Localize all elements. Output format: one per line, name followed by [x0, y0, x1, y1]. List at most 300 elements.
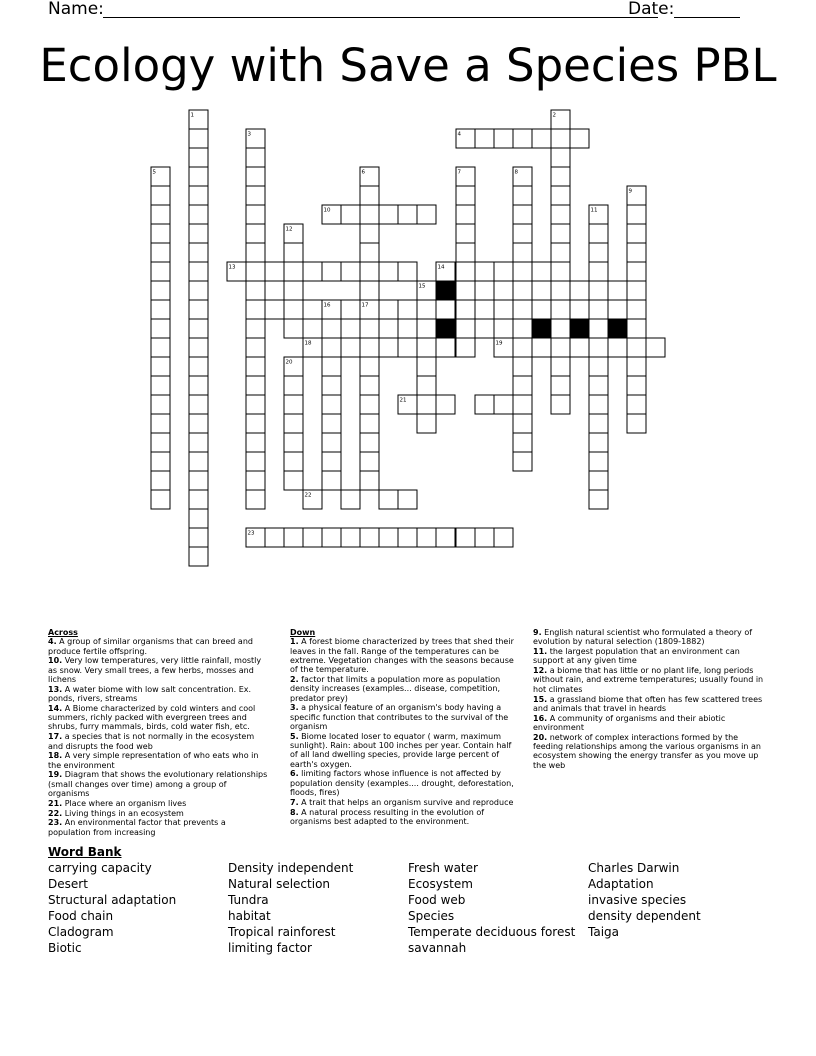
cell-number: 22	[304, 492, 312, 499]
grid-cell[interactable]	[456, 528, 475, 547]
clue	[290, 798, 515, 807]
grid-cell[interactable]	[513, 319, 532, 338]
grid-cell[interactable]	[246, 471, 265, 490]
grid-cell[interactable]	[341, 338, 360, 357]
grid-cell[interactable]	[189, 376, 208, 395]
page-title: Ecology with Save a Species PBL	[39, 39, 777, 92]
grid-cell[interactable]	[513, 376, 532, 395]
grid-cell[interactable]	[627, 243, 646, 262]
grid-cell[interactable]	[532, 281, 551, 300]
grid-cell[interactable]	[189, 471, 208, 490]
black-cell	[608, 319, 627, 338]
grid-cell[interactable]	[246, 395, 265, 414]
grid-cell[interactable]	[532, 129, 551, 148]
cell-number: 4	[457, 131, 461, 138]
grid-cell[interactable]	[284, 243, 303, 262]
grid-cell[interactable]	[360, 528, 379, 547]
grid-cell[interactable]	[322, 357, 341, 376]
grid-cell[interactable]	[494, 319, 513, 338]
grid-cell[interactable]	[570, 129, 589, 148]
grid-cell[interactable]	[360, 414, 379, 433]
grid-cell[interactable]	[246, 300, 265, 319]
grid-cell[interactable]	[284, 528, 303, 547]
grid-cell[interactable]	[151, 433, 170, 452]
grid-cell[interactable]	[284, 262, 303, 281]
grid-cell[interactable]	[284, 300, 303, 319]
word-bank-item: Adaptation	[588, 877, 654, 891]
grid-cell[interactable]	[551, 224, 570, 243]
grid-cell[interactable]	[417, 357, 436, 376]
cell-number: 17	[361, 302, 369, 309]
grid-cell[interactable]	[627, 224, 646, 243]
grid-cell[interactable]	[513, 338, 532, 357]
word-bank-item: Natural selection	[228, 877, 331, 891]
grid-cell[interactable]	[513, 433, 532, 452]
grid-cell[interactable]	[646, 338, 665, 357]
grid-cell[interactable]	[189, 547, 208, 566]
clue	[290, 637, 515, 674]
clue-text: Very low temperatures, very little rainfall, mostly as snow. Very small trees, a few herbs, mosses and lichens	[48, 656, 262, 684]
grid-cell[interactable]	[398, 300, 417, 319]
grid-cell[interactable]	[360, 338, 379, 357]
grid-cell[interactable]	[513, 357, 532, 376]
grid-cell[interactable]	[627, 205, 646, 224]
grid-cell[interactable]	[417, 319, 436, 338]
grid-cell[interactable]	[189, 167, 208, 186]
cell-number: 13	[228, 264, 236, 271]
clue	[48, 770, 270, 798]
clue-number: 21.	[48, 798, 63, 808]
grid-cell[interactable]	[551, 243, 570, 262]
grid-cell[interactable]	[398, 338, 417, 357]
clue-text: Living things in an ecosystem	[62, 808, 184, 818]
grid-cell[interactable]	[589, 414, 608, 433]
grid-cell[interactable]	[398, 205, 417, 224]
grid-cell[interactable]	[341, 490, 360, 509]
grid-cell[interactable]	[322, 414, 341, 433]
cell-number: 23	[247, 530, 255, 537]
word-bank-item: Biotic	[48, 941, 82, 955]
grid-cell[interactable]	[551, 357, 570, 376]
grid-cell[interactable]	[322, 528, 341, 547]
grid-cell[interactable]	[513, 205, 532, 224]
word-bank-item: Tundra	[228, 893, 269, 907]
clue-number: 1.	[290, 637, 299, 647]
grid-cell[interactable]	[589, 433, 608, 452]
grid-cell[interactable]	[627, 262, 646, 281]
clue-number: 6.	[290, 769, 299, 779]
grid-cell[interactable]	[417, 376, 436, 395]
grid-cell[interactable]	[189, 129, 208, 148]
grid-cell[interactable]	[417, 395, 436, 414]
grid-cell[interactable]	[284, 452, 303, 471]
grid-cell[interactable]	[627, 338, 646, 357]
grid-cell[interactable]	[360, 471, 379, 490]
grid-cell[interactable]	[436, 528, 455, 547]
clue-number: 18.	[48, 751, 63, 761]
grid-cell[interactable]	[151, 452, 170, 471]
grid-cell[interactable]	[379, 205, 398, 224]
grid-cell[interactable]	[322, 433, 341, 452]
grid-cell[interactable]	[246, 205, 265, 224]
clue-text: Biome located loser to equator ( warm, maximum sunlight). Rain: about 100 inches per year. Contain half of all land dwelling species, provide large percent of earth's oxygen.	[290, 731, 512, 769]
grid-cell[interactable]	[379, 262, 398, 281]
grid-cell[interactable]	[532, 262, 551, 281]
clue-number: 16.	[533, 713, 548, 723]
grid-cell[interactable]	[551, 376, 570, 395]
grid-cell[interactable]	[551, 167, 570, 186]
grid-cell[interactable]	[246, 338, 265, 357]
grid-cell[interactable]	[246, 433, 265, 452]
clue	[48, 809, 270, 818]
cell-number: 14	[437, 264, 445, 271]
clue	[533, 733, 765, 770]
grid-cell[interactable]	[513, 281, 532, 300]
grid-cell[interactable]	[608, 300, 627, 319]
clue-text: An environmental factor that prevents a population from increasing	[48, 818, 226, 837]
grid-cell[interactable]	[608, 338, 627, 357]
grid-cell[interactable]	[589, 262, 608, 281]
clue-number: 22.	[48, 808, 63, 818]
grid-cell[interactable]	[189, 433, 208, 452]
grid-cell[interactable]	[551, 395, 570, 414]
date-label: Date:	[628, 0, 675, 19]
grid-cell[interactable]	[551, 338, 570, 357]
grid-cell[interactable]	[456, 338, 475, 357]
across-clues	[48, 628, 270, 838]
grid-cell[interactable]	[627, 395, 646, 414]
clue-text: A forest biome characterized by trees that shed their leaves in the fall. Range of the temperatures can be extreme. Vegetation changes with the seasons because of the temperature.	[290, 637, 514, 675]
cell-number: 18	[304, 340, 312, 347]
grid-cell[interactable]	[284, 319, 303, 338]
grid-cell[interactable]	[189, 338, 208, 357]
grid-cell[interactable]	[189, 395, 208, 414]
grid-cell[interactable]	[589, 319, 608, 338]
grid-cell[interactable]	[589, 281, 608, 300]
grid-cell[interactable]	[456, 300, 475, 319]
grid-cell[interactable]	[589, 300, 608, 319]
grid-cell[interactable]	[284, 281, 303, 300]
grid-cell[interactable]	[532, 338, 551, 357]
grid-cell[interactable]	[151, 262, 170, 281]
grid-cell[interactable]	[551, 300, 570, 319]
grid-cell[interactable]	[265, 262, 284, 281]
grid-cell[interactable]	[322, 262, 341, 281]
grid-cell[interactable]	[417, 300, 436, 319]
grid-cell[interactable]	[398, 319, 417, 338]
grid-cell[interactable]	[589, 224, 608, 243]
grid-cell[interactable]	[246, 414, 265, 433]
grid-cell[interactable]	[589, 376, 608, 395]
cell-number: 6	[361, 169, 365, 176]
grid-cell[interactable]	[494, 395, 513, 414]
grid-cell[interactable]	[379, 338, 398, 357]
grid-cell[interactable]	[322, 471, 341, 490]
grid-cell[interactable]	[189, 319, 208, 338]
grid-cell[interactable]	[341, 319, 360, 338]
grid-cell[interactable]	[551, 205, 570, 224]
grid-cell[interactable]	[151, 414, 170, 433]
grid-cell[interactable]	[246, 224, 265, 243]
grid-cell[interactable]	[398, 490, 417, 509]
grid-cell[interactable]	[494, 129, 513, 148]
grid-cell[interactable]	[494, 262, 513, 281]
grid-cell[interactable]	[284, 471, 303, 490]
grid-cell[interactable]	[360, 433, 379, 452]
grid-cell[interactable]	[532, 300, 551, 319]
grid-cell[interactable]	[513, 243, 532, 262]
grid-cell[interactable]	[398, 528, 417, 547]
grid-cell[interactable]	[341, 205, 360, 224]
grid-cell[interactable]	[360, 224, 379, 243]
grid-cell[interactable]	[189, 262, 208, 281]
grid-cell[interactable]	[360, 262, 379, 281]
down-clues-continued	[533, 628, 765, 770]
grid-cell[interactable]	[341, 528, 360, 547]
grid-cell[interactable]	[246, 281, 265, 300]
clue-number: 13.	[48, 684, 63, 694]
grid-cell[interactable]	[436, 338, 455, 357]
grid-cell[interactable]	[246, 376, 265, 395]
grid-cell[interactable]	[303, 528, 322, 547]
grid-cell[interactable]	[475, 319, 494, 338]
grid-cell[interactable]	[246, 186, 265, 205]
grid-cell[interactable]	[265, 300, 284, 319]
grid-cell[interactable]	[570, 300, 589, 319]
grid-cell[interactable]	[360, 357, 379, 376]
grid-cell[interactable]	[265, 528, 284, 547]
grid-cell[interactable]	[341, 262, 360, 281]
clue-text: factor that limits a population more as population density increases (examples... disease, competition, predator prey)	[290, 674, 501, 703]
grid-cell[interactable]	[360, 395, 379, 414]
grid-cell[interactable]	[360, 243, 379, 262]
word-bank-item: limiting factor	[228, 941, 312, 955]
grid-cell[interactable]	[303, 300, 322, 319]
grid-cell[interactable]	[151, 243, 170, 262]
grid-cell[interactable]	[151, 490, 170, 509]
grid-cell[interactable]	[151, 357, 170, 376]
grid-cell[interactable]	[589, 243, 608, 262]
grid-cell[interactable]	[475, 262, 494, 281]
grid-cell[interactable]	[494, 300, 513, 319]
grid-cell[interactable]	[456, 186, 475, 205]
grid-cell[interactable]	[189, 452, 208, 471]
clue-text: A group of similar organisms that can breed and produce fertile offspring.	[48, 637, 253, 656]
clue-number: 11.	[533, 647, 548, 657]
grid-cell[interactable]	[436, 395, 455, 414]
grid-cell[interactable]	[551, 319, 570, 338]
word-bank-item: Tropical rainforest	[228, 925, 336, 939]
word-bank-item: savannah	[408, 941, 467, 955]
word-bank-item: invasive species	[588, 893, 687, 907]
grid-cell[interactable]	[627, 281, 646, 300]
grid-cell[interactable]	[589, 338, 608, 357]
grid-cell[interactable]	[246, 148, 265, 167]
clue-text: A natural process resulting in the evolution of organisms best adapted to the environment.	[290, 807, 485, 826]
grid-cell[interactable]	[379, 528, 398, 547]
grid-cell[interactable]	[475, 129, 494, 148]
grid-cell[interactable]	[513, 414, 532, 433]
grid-cell[interactable]	[456, 262, 475, 281]
grid-cell[interactable]	[341, 300, 360, 319]
grid-cell[interactable]	[322, 338, 341, 357]
grid-cell[interactable]	[456, 281, 475, 300]
grid-cell[interactable]	[475, 281, 494, 300]
grid-cell[interactable]	[303, 262, 322, 281]
grid-cell[interactable]	[475, 395, 494, 414]
grid-cell[interactable]	[360, 205, 379, 224]
grid-cell[interactable]	[513, 452, 532, 471]
clue-text: A water biome with low salt concentration. Ex. ponds, rivers, streams	[48, 684, 252, 704]
grid-cell[interactable]	[151, 395, 170, 414]
grid-cell[interactable]	[189, 300, 208, 319]
grid-cell[interactable]	[417, 338, 436, 357]
clue-number: 20.	[533, 732, 548, 742]
grid-cell[interactable]	[189, 509, 208, 528]
grid-cell[interactable]	[475, 300, 494, 319]
grid-cell[interactable]	[189, 243, 208, 262]
grid-cell[interactable]	[284, 433, 303, 452]
grid-cell[interactable]	[627, 319, 646, 338]
grid-cell[interactable]	[246, 357, 265, 376]
clue-text: the largest population that an environment can support at any given time	[533, 647, 740, 666]
clue-text: a physical feature of an organism's body having a specific function that contributes to the survival of the organism	[290, 703, 509, 731]
grid-cell[interactable]	[246, 490, 265, 509]
grid-cell[interactable]	[360, 376, 379, 395]
cell-number: 1	[190, 112, 194, 119]
grid-cell[interactable]	[360, 452, 379, 471]
grid-cell[interactable]	[627, 357, 646, 376]
grid-cell[interactable]	[551, 129, 570, 148]
grid-cell[interactable]	[151, 471, 170, 490]
clue-number: 14.	[48, 703, 63, 713]
grid-cell[interactable]	[151, 300, 170, 319]
grid-cell[interactable]	[551, 262, 570, 281]
grid-cell[interactable]	[189, 357, 208, 376]
grid-cell[interactable]	[456, 224, 475, 243]
grid-cell[interactable]	[589, 452, 608, 471]
grid-cell[interactable]	[151, 338, 170, 357]
grid-cell[interactable]	[627, 414, 646, 433]
grid-cell[interactable]	[551, 186, 570, 205]
grid-cell[interactable]	[246, 319, 265, 338]
grid-cell[interactable]	[398, 262, 417, 281]
clue	[290, 732, 515, 769]
grid-cell[interactable]	[608, 281, 627, 300]
grid-cell[interactable]	[494, 528, 513, 547]
grid-cell[interactable]	[360, 319, 379, 338]
grid-cell[interactable]	[456, 243, 475, 262]
grid-cell[interactable]	[513, 262, 532, 281]
word-bank-column-3	[408, 860, 586, 956]
grid-cell[interactable]	[513, 395, 532, 414]
cell-number: 5	[152, 169, 156, 176]
grid-cell[interactable]	[151, 281, 170, 300]
grid-cell[interactable]	[189, 528, 208, 547]
grid-cell[interactable]	[151, 376, 170, 395]
grid-cell[interactable]	[417, 205, 436, 224]
clue-number: 2.	[290, 674, 299, 684]
grid-cell[interactable]	[360, 281, 379, 300]
grid-cell[interactable]	[456, 205, 475, 224]
grid-cell[interactable]	[303, 319, 322, 338]
grid-cell[interactable]	[475, 528, 494, 547]
grid-cell[interactable]	[189, 186, 208, 205]
grid-cell[interactable]	[189, 281, 208, 300]
clue	[290, 808, 515, 827]
grid-cell[interactable]	[189, 414, 208, 433]
grid-cell[interactable]	[246, 243, 265, 262]
grid-cell[interactable]	[284, 395, 303, 414]
clue-text: English natural scientist who formulated a theory of evolution by natural selection (1809-1882)	[533, 628, 753, 647]
grid-cell[interactable]	[151, 319, 170, 338]
grid-cell[interactable]	[513, 300, 532, 319]
grid-cell[interactable]	[322, 376, 341, 395]
grid-cell[interactable]	[456, 319, 475, 338]
clue-number: 15.	[533, 694, 548, 704]
grid-cell[interactable]	[246, 452, 265, 471]
word-bank-item: Taiga	[588, 925, 620, 939]
grid-cell[interactable]	[589, 471, 608, 490]
grid-cell[interactable]	[417, 528, 436, 547]
grid-cell[interactable]	[189, 148, 208, 167]
clue-text: Diagram that shows the evolutionary relationships (small changes over time) among a group of organisms	[48, 770, 268, 799]
grid-cell[interactable]	[494, 281, 513, 300]
clue-number: 19.	[48, 770, 63, 780]
grid-cell[interactable]	[151, 205, 170, 224]
grid-cell[interactable]	[246, 167, 265, 186]
grid-cell[interactable]	[379, 319, 398, 338]
cell-number: 9	[628, 188, 632, 195]
grid-cell[interactable]	[417, 414, 436, 433]
grid-cell[interactable]	[322, 452, 341, 471]
down-clues	[290, 628, 515, 827]
grid-cell[interactable]	[627, 376, 646, 395]
grid-cell[interactable]	[189, 224, 208, 243]
grid-cell[interactable]	[379, 490, 398, 509]
cell-number: 19	[495, 340, 503, 347]
grid-cell[interactable]	[436, 300, 455, 319]
grid-cell[interactable]	[570, 281, 589, 300]
grid-cell[interactable]	[551, 281, 570, 300]
grid-cell[interactable]	[589, 395, 608, 414]
grid-cell[interactable]	[322, 319, 341, 338]
grid-cell[interactable]	[589, 490, 608, 509]
grid-cell[interactable]	[360, 186, 379, 205]
grid-cell[interactable]	[551, 148, 570, 167]
grid-cell[interactable]	[189, 205, 208, 224]
grid-cell[interactable]	[570, 338, 589, 357]
cell-number: 15	[418, 283, 426, 290]
clue	[48, 751, 270, 770]
grid-cell[interactable]	[284, 376, 303, 395]
grid-cell[interactable]	[151, 224, 170, 243]
grid-cell[interactable]	[513, 224, 532, 243]
grid-cell[interactable]	[513, 186, 532, 205]
grid-cell[interactable]	[379, 300, 398, 319]
clue	[48, 685, 270, 704]
grid-cell[interactable]	[151, 186, 170, 205]
grid-cell[interactable]	[627, 300, 646, 319]
cell-number: 10	[323, 207, 331, 214]
grid-cell[interactable]	[189, 490, 208, 509]
grid-cell[interactable]	[513, 129, 532, 148]
grid-cell[interactable]	[322, 395, 341, 414]
grid-cell[interactable]	[284, 414, 303, 433]
clue	[48, 704, 270, 732]
grid-cell[interactable]	[246, 262, 265, 281]
grid-cell[interactable]	[589, 357, 608, 376]
